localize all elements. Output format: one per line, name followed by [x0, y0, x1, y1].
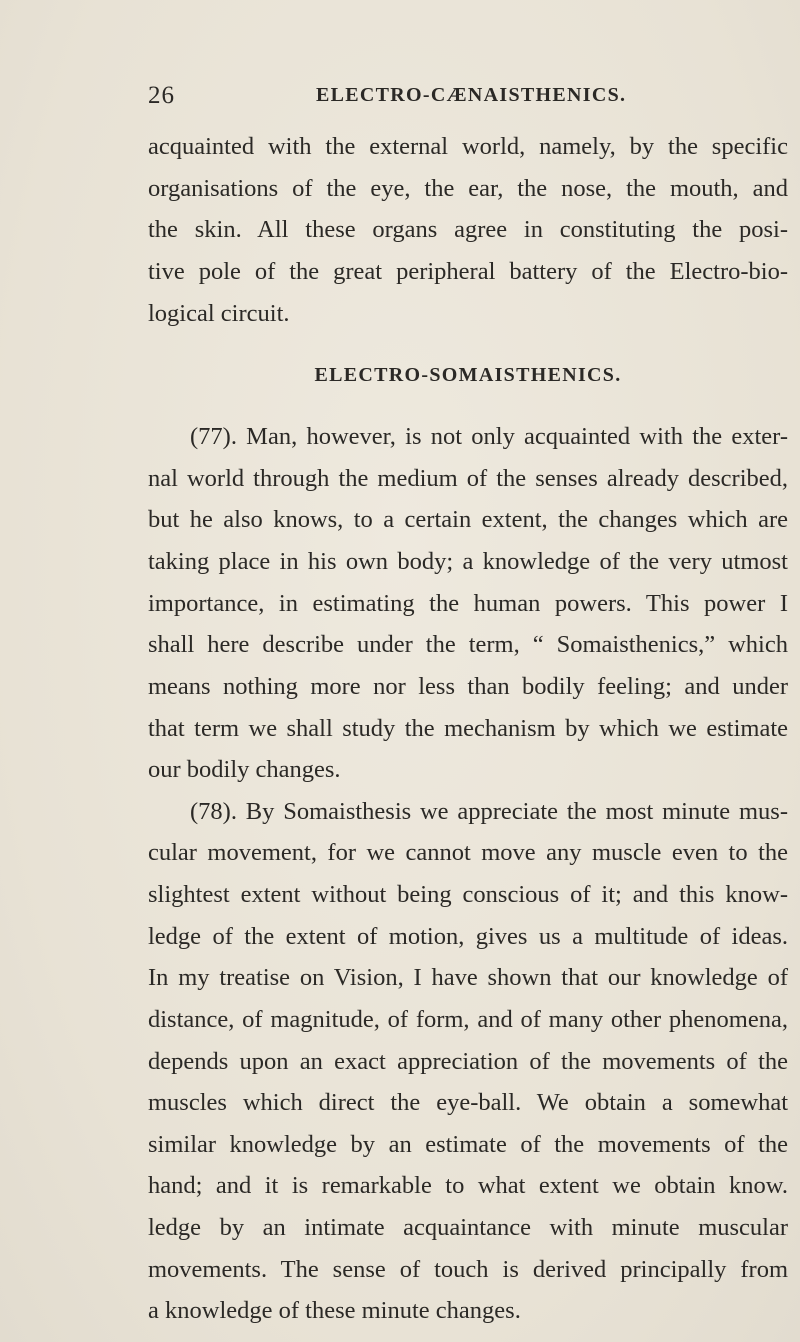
- text-line: In my treatise on Vision, I have shown that our knowledge of: [148, 964, 788, 991]
- text-line: that term we shall study the mechanism by which we estimate: [148, 715, 788, 742]
- text-line: acquainted with the external world, namely, by the specific: [148, 133, 788, 160]
- text-line: importance, in estimating the human powers. This power I: [148, 590, 788, 617]
- text-line: our bodily changes.: [148, 756, 341, 783]
- text-line: the skin. All these organs agree in constituting the posi-: [148, 216, 788, 243]
- running-head: [148, 82, 788, 116]
- text-line: slightest extent without being conscious of it; and this know-: [148, 881, 788, 908]
- text-line: a knowledge of these minute changes.: [148, 1297, 521, 1324]
- text-line: but he also knows, to a certain extent, the changes which are: [148, 506, 788, 533]
- text-line: depends upon an exact appreciation of the movements of the: [148, 1048, 788, 1075]
- text-line: nal world through the medium of the senses already described,: [148, 465, 788, 492]
- text-line: distance, of magnitude, of form, and of many other phenomena,: [148, 1006, 788, 1033]
- text-line: organisations of the eye, the ear, the nose, the mouth, and: [148, 175, 788, 202]
- text-line: taking place in his own body; a knowledge of the very utmost: [148, 548, 788, 575]
- section-heading: ELECTRO-SOMAISTHENICS.: [314, 364, 622, 387]
- text-line: logical circuit.: [148, 300, 290, 327]
- text-line: tive pole of the great peripheral battery of the Electro-bio-: [148, 258, 788, 285]
- paragraph-78-line: (78). By Somaisthesis we appreciate the most minute mus-: [190, 798, 788, 825]
- text-line: means nothing more nor less than bodily feeling; and under: [148, 673, 788, 700]
- page-number: 26: [148, 82, 175, 109]
- text-line: shall here describe under the term, “ Somaisthenics,” which: [148, 631, 788, 658]
- text-line: cular movement, for we cannot move any muscle even to the: [148, 839, 788, 866]
- text-line: movements. The sense of touch is derived principally from: [148, 1256, 788, 1283]
- text-line: muscles which direct the eye-ball. We obtain a somewhat: [148, 1089, 788, 1116]
- running-title: ELECTRO-CÆNAISTHENICS.: [316, 84, 627, 106]
- text-line: ledge of the extent of motion, gives us a multitude of ideas.: [148, 923, 788, 950]
- text-line: similar knowledge by an estimate of the movements of the: [148, 1131, 788, 1158]
- paragraph-77-line: (77). Man, however, is not only acquainted with the exter-: [190, 423, 788, 450]
- text-line: ledge by an intimate acquaintance with minute muscular: [148, 1214, 788, 1241]
- text-line: hand; and it is remarkable to what extent we obtain know.: [148, 1172, 788, 1199]
